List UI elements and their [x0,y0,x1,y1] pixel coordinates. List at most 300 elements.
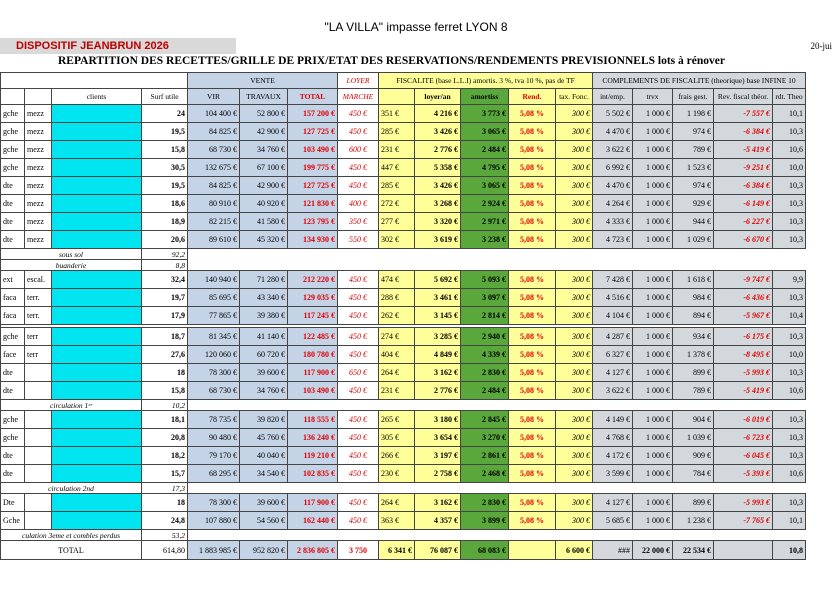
total-int: ### [593,541,633,560]
surface-cell: 24 [142,105,188,123]
total-cell: 117 900 € [288,494,338,512]
loyer-an-cell: 4 216 € [415,105,461,123]
int-cell: 4 470 € [593,123,633,141]
client-cell[interactable] [52,177,142,195]
loyer-an-cell: 3 268 € [415,195,461,213]
client-cell[interactable] [52,429,142,447]
rend-cell: 5,08 % [509,213,556,231]
position-cell: dte [1,177,25,195]
tax-cell: 300 € [556,177,593,195]
rend-header: Rend. [509,89,556,105]
table-row [1,364,806,382]
tax-cell: 300 € [556,195,593,213]
position-cell: dte [1,213,25,231]
surface-cell: 15,7 [142,465,188,483]
trvx-cell: 1 000 € [633,159,673,177]
client-cell[interactable] [52,159,142,177]
table-row [1,346,806,364]
travaux-cell: 45 320 € [240,231,288,249]
fiscal-loyer-cell: 305 € [379,429,415,447]
client-cell[interactable] [52,105,142,123]
type-cell [25,429,52,447]
loyer-marche-cell: 550 € [338,231,379,249]
total-cell: 127 725 € [288,123,338,141]
travaux-cell: 39 380 € [240,307,288,325]
type-cell: terr. [25,307,52,325]
vir-cell: 78 300 € [188,494,240,512]
vir-cell: 78 300 € [188,364,240,382]
total-f1: 6 341 € [379,541,415,560]
loyer-marche-cell: 450 € [338,159,379,177]
client-cell[interactable] [52,382,142,400]
travaux-cell: 34 760 € [240,141,288,159]
rend-cell: 5,08 % [509,159,556,177]
rev-cell: -8 495 € [714,346,773,364]
surface-cell: 32,4 [142,271,188,289]
client-cell[interactable] [52,328,142,346]
position-cell: dte [1,231,25,249]
int-cell: 4 104 € [593,307,633,325]
type-cell [25,512,52,530]
empty-cell [288,483,338,494]
amortiss-cell: 2 830 € [461,364,509,382]
rend-cell: 5,08 % [509,105,556,123]
type-cell: terr [25,346,52,364]
rdt-cell: 10,3 [773,494,806,512]
empty-cell [633,400,673,411]
empty-cell [461,260,509,271]
subtotal-label: sous sol [1,249,142,260]
empty-cell [714,249,773,260]
total-cell: 129 035 € [288,289,338,307]
empty-cell [556,260,593,271]
total-cell: 117 900 € [288,364,338,382]
rev-cell: -6 723 € [714,429,773,447]
type-cell: mezz [25,231,52,249]
loyer-an-cell: 4 849 € [415,346,461,364]
rev-cell: -5 993 € [714,494,773,512]
loyer-marche-cell: 450 € [338,289,379,307]
empty-cell [188,249,240,260]
loyer-marche-cell: 450 € [338,382,379,400]
type-cell: terr. [25,289,52,307]
empty-cell [188,483,240,494]
subtotal-label: culation 3eme et combles perdus [1,530,142,541]
type-cell [25,465,52,483]
empty-cell [379,249,415,260]
loyer-marche-cell: 600 € [338,141,379,159]
loyer-an-cell: 3 162 € [415,364,461,382]
amortiss-cell: 5 093 € [461,271,509,289]
rend-cell: 5,08 % [509,382,556,400]
total-cell: 134 930 € [288,231,338,249]
total-cell: 119 210 € [288,447,338,465]
int-cell: 4 516 € [593,289,633,307]
total-loyer: 3 750 [338,541,379,560]
client-cell[interactable] [52,512,142,530]
frais-cell: 1 238 € [673,512,714,530]
amortiss-cell: 3 270 € [461,429,509,447]
vir-cell: 68 730 € [188,141,240,159]
marche-header: MARCHE [338,89,379,105]
empty-cell [773,400,806,411]
travaux-cell: 67 100 € [240,159,288,177]
total-cell: 117 245 € [288,307,338,325]
date-label: 20-jui [810,41,832,51]
frais-cell: 894 € [673,307,714,325]
trvx-cell: 1 000 € [633,346,673,364]
rend-cell: 5,08 % [509,494,556,512]
vir-cell: 68 730 € [188,382,240,400]
client-cell[interactable] [52,289,142,307]
trvx-cell: 1 000 € [633,271,673,289]
trvx-cell: 1 000 € [633,105,673,123]
tax-cell: 300 € [556,346,593,364]
trvx-cell: 1 000 € [633,328,673,346]
header-row-columns [1,89,806,105]
trvx-cell: 1 000 € [633,141,673,159]
table-row [1,141,806,159]
tax-cell: 300 € [556,328,593,346]
subtotal-label: circulation 1ᵉʳ [1,400,142,411]
rdt-cell: 10,3 [773,411,806,429]
surface-cell: 18,6 [142,195,188,213]
position-cell: Gche [1,512,25,530]
rev-cell: -5 967 € [714,307,773,325]
fiscal-loyer-cell: 404 € [379,346,415,364]
client-cell[interactable] [52,494,142,512]
surface-cell: 15,8 [142,141,188,159]
empty-cell [673,400,714,411]
rev-cell: -6 149 € [714,195,773,213]
empty-cell [379,400,415,411]
client-cell[interactable] [52,213,142,231]
header-row-groups [1,73,806,89]
empty-cell [556,530,593,541]
travaux-cell: 34 760 € [240,382,288,400]
type-cell [25,364,52,382]
loyer-marche-cell: 450 € [338,346,379,364]
loyer-marche-cell: 450 € [338,177,379,195]
position-cell: gche [1,411,25,429]
rdt-cell: 10,3 [773,328,806,346]
client-cell[interactable] [52,231,142,249]
rdt-cell: 10,3 [773,213,806,231]
amortiss-cell: 2 861 € [461,447,509,465]
table-row [1,382,806,400]
table-row [1,512,806,530]
int-cell: 4 127 € [593,494,633,512]
rdt-header: rdt. Theo [773,89,806,105]
rend-cell: 5,08 % [509,231,556,249]
document-title: "LA VILLA" impasse ferret LYON 8 [324,20,508,34]
rend-cell: 5,08 % [509,271,556,289]
amortiss-cell: 3 773 € [461,105,509,123]
tax-cell: 300 € [556,465,593,483]
vir-cell: 120 060 € [188,346,240,364]
int-cell: 6 327 € [593,346,633,364]
frais-cell: 974 € [673,123,714,141]
fiscal-loyer-cell: 285 € [379,177,415,195]
total-cell: 103 490 € [288,382,338,400]
travaux-cell: 39 600 € [240,364,288,382]
frais-cell: 899 € [673,494,714,512]
total-rev [714,541,773,560]
total-cell: 103 490 € [288,141,338,159]
loyer-an-cell: 3 654 € [415,429,461,447]
total-cell: 122 485 € [288,328,338,346]
frais-header: frais gest. [673,89,714,105]
loyer-an-cell: 3 320 € [415,213,461,231]
type-cell: mezz [25,141,52,159]
client-cell[interactable] [52,307,142,325]
total-header: TOTAL [288,89,338,105]
loyer-an-cell: 2 776 € [415,382,461,400]
empty-cell [556,400,593,411]
type-cell: mezz [25,195,52,213]
subtotal-row [1,530,806,541]
travaux-cell: 40 920 € [240,195,288,213]
trvx-cell: 1 000 € [633,429,673,447]
empty-cell [338,260,379,271]
rend-cell: 5,08 % [509,307,556,325]
loyer-marche-cell: 450 € [338,105,379,123]
empty-cell [415,530,461,541]
surface-cell: 18,9 [142,213,188,231]
vir-cell: 78 735 € [188,411,240,429]
empty-cell [633,249,673,260]
rdt-cell: 10,1 [773,512,806,530]
revenue-table [0,72,806,560]
int-cell: 5 502 € [593,105,633,123]
empty-cell [773,260,806,271]
total-cell: 121 830 € [288,195,338,213]
int-cell: 7 428 € [593,271,633,289]
empty-cell [673,249,714,260]
amortiss-cell: 3 065 € [461,177,509,195]
client-cell[interactable] [52,271,142,289]
rev-cell: -6 384 € [714,177,773,195]
travaux-cell: 40 040 € [240,447,288,465]
travaux-cell: 41 140 € [240,328,288,346]
empty-cell [415,483,461,494]
empty-cell [338,483,379,494]
table-row [1,123,806,141]
loyer-an-header: loyer/an [415,89,461,105]
position-cell: dte [1,364,25,382]
vir-cell: 79 170 € [188,447,240,465]
total-cell: 212 220 € [288,271,338,289]
total-cell: 118 555 € [288,411,338,429]
fiscal-loyer-cell: 262 € [379,307,415,325]
total-frais: 22 534 € [673,541,714,560]
position-cell: gche [1,159,25,177]
empty-cell [461,249,509,260]
rdt-cell: 10,3 [773,447,806,465]
tax-cell: 300 € [556,411,593,429]
int-cell: 3 599 € [593,465,633,483]
loyer-an-cell: 3 461 € [415,289,461,307]
table-row [1,213,806,231]
loyer-marche-cell: 450 € [338,307,379,325]
rend-cell: 5,08 % [509,177,556,195]
loyer-an-cell: 3 619 € [415,231,461,249]
frais-cell: 1 198 € [673,105,714,123]
tax-cell: 300 € [556,213,593,231]
rdt-cell: 10,0 [773,159,806,177]
client-cell[interactable] [52,346,142,364]
table-row [1,105,806,123]
loyer-marche-cell: 450 € [338,271,379,289]
rend-cell: 5,08 % [509,141,556,159]
client-cell[interactable] [52,447,142,465]
total-tax: 6 600 € [556,541,593,560]
rdt-cell: 10,6 [773,382,806,400]
trvx-cell: 1 000 € [633,123,673,141]
frais-cell: 904 € [673,411,714,429]
table-row [1,289,806,307]
loyer-marche-cell: 450 € [338,123,379,141]
total-vir: 1 883 985 € [188,541,240,560]
fiscalite-header: FISCALITE (base L.L.I) amortis. 3 %, tva 10 %, pas de TF [379,73,593,89]
subtotal-value: 17,3 [142,483,188,494]
rdt-cell: 10,3 [773,177,806,195]
table-row [1,195,806,213]
total-cell: 199 775 € [288,159,338,177]
client-cell[interactable] [52,364,142,382]
table-row [1,411,806,429]
trvx-cell: 1 000 € [633,289,673,307]
amortiss-header: amortiss [461,89,509,105]
int-header: int/emp. [593,89,633,105]
rev-cell: -6 175 € [714,328,773,346]
trvx-cell: 1 000 € [633,177,673,195]
rev-cell: -5 993 € [714,364,773,382]
rev-cell: -7 557 € [714,105,773,123]
fiscal-loyer-cell: 264 € [379,364,415,382]
int-cell: 4 287 € [593,328,633,346]
empty-cell [188,530,240,541]
surface-cell: 15,8 [142,382,188,400]
subtotal-row [1,483,806,494]
total-travaux: 952 820 € [240,541,288,560]
type-cell: mezz [25,159,52,177]
rev-cell: -5 393 € [714,465,773,483]
vir-cell: 81 345 € [188,328,240,346]
amortiss-cell: 2 468 € [461,465,509,483]
travaux-cell: 54 560 € [240,512,288,530]
client-cell[interactable] [52,123,142,141]
position-cell: gche [1,141,25,159]
total-cell: 136 240 € [288,429,338,447]
client-cell[interactable] [52,465,142,483]
int-cell: 3 622 € [593,141,633,159]
tax-cell: 300 € [556,105,593,123]
amortiss-cell: 4 795 € [461,159,509,177]
frais-cell: 984 € [673,289,714,307]
position-cell: faca [1,289,25,307]
loyer-an-cell: 3 426 € [415,123,461,141]
table-row [1,177,806,195]
fiscal-loyer-cell: 363 € [379,512,415,530]
rend-cell: 5,08 % [509,123,556,141]
rdt-cell: 10,6 [773,141,806,159]
type-cell: mezz [25,123,52,141]
amortiss-cell: 2 971 € [461,213,509,231]
vir-cell: 84 825 € [188,123,240,141]
client-cell[interactable] [52,141,142,159]
empty-cell [773,483,806,494]
rend-cell: 5,08 % [509,447,556,465]
loyer-an-cell: 5 692 € [415,271,461,289]
rend-cell: 5,08 % [509,364,556,382]
rend-cell: 5,08 % [509,289,556,307]
client-cell[interactable] [52,411,142,429]
client-cell[interactable] [52,195,142,213]
amortiss-cell: 3 065 € [461,123,509,141]
travaux-cell: 39 820 € [240,411,288,429]
position-cell: dte [1,465,25,483]
type-cell: escal. [25,271,52,289]
empty-cell [379,260,415,271]
empty-cell [673,530,714,541]
loyer-an-cell: 3 162 € [415,494,461,512]
clients-header: clients [52,89,142,105]
amortiss-cell: 2 484 € [461,382,509,400]
trvx-cell: 1 000 € [633,307,673,325]
loyer-an-cell: 3 426 € [415,177,461,195]
loyer-marche-cell: 650 € [338,364,379,382]
position-cell: gche [1,123,25,141]
total-surf: 614,80 [142,541,188,560]
fiscal-loyer-cell: 447 € [379,159,415,177]
subtotal-value: 10,2 [142,400,188,411]
int-cell: 4 470 € [593,177,633,195]
rdt-cell: 10,3 [773,429,806,447]
empty-cell [773,530,806,541]
position-cell: face [1,346,25,364]
table-row [1,271,806,289]
empty-cell [288,400,338,411]
amortiss-cell: 2 814 € [461,307,509,325]
trvx-header: trvx [633,89,673,105]
trvx-cell: 1 000 € [633,447,673,465]
empty-cell [673,483,714,494]
fiscal-loyer-cell: 474 € [379,271,415,289]
type-cell: mezz [25,213,52,231]
travaux-cell: 42 900 € [240,177,288,195]
loyer-marche-cell: 450 € [338,494,379,512]
tax-cell: 300 € [556,231,593,249]
total-cell: 162 440 € [288,512,338,530]
rev-cell: -6 045 € [714,447,773,465]
empty-cell [633,530,673,541]
amortiss-cell: 3 238 € [461,231,509,249]
travaux-cell: 43 340 € [240,289,288,307]
loyer-marche-cell: 350 € [338,213,379,231]
empty-cell [240,249,288,260]
empty-cell [593,249,633,260]
table-row [1,465,806,483]
table-row [1,447,806,465]
amortiss-cell: 3 097 € [461,289,509,307]
empty-cell [240,483,288,494]
loyer-an-cell: 3 145 € [415,307,461,325]
surface-cell: 18,1 [142,411,188,429]
surface-cell: 24,8 [142,512,188,530]
frais-cell: 1 523 € [673,159,714,177]
int-cell: 5 685 € [593,512,633,530]
